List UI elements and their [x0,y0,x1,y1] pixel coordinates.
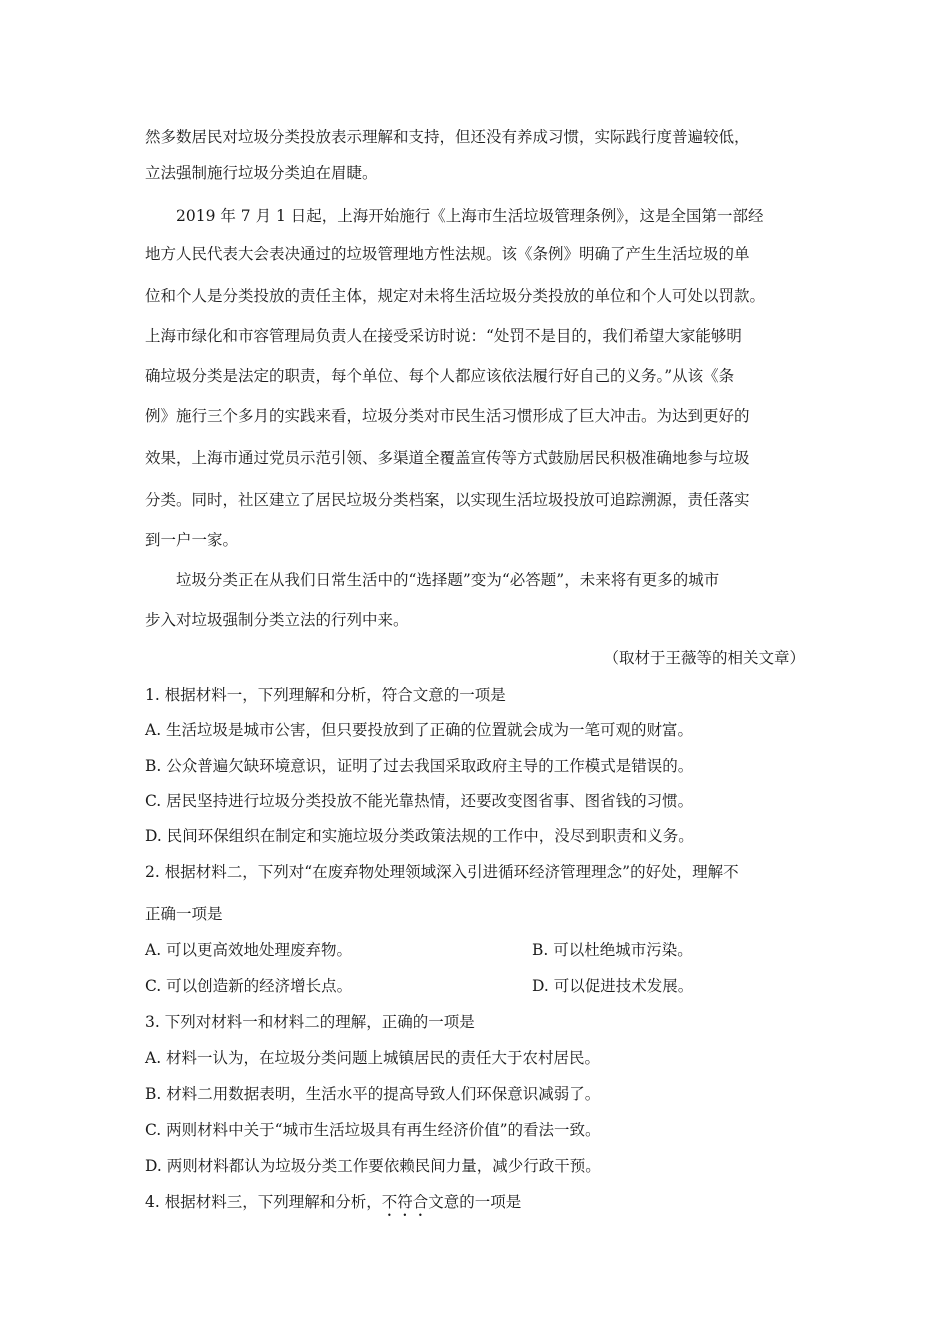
question-3-option-c: C. 两则材料中关于“城市生活垃圾具有再生经济价值”的看法一致。 [145,1121,601,1139]
question-1-option-c: C. 居民坚持进行垃圾分类投放不能光靠热情，还要改变图省事、图省钱的习惯。 [145,792,694,810]
paragraph-line: 确垃圾分类是法定的职责，每个单位、每个人都应该依法履行好自己的义务。”从该《条 [145,367,735,385]
paragraph-line: 分类。同时，社区建立了居民垃圾分类档案，以实现生活垃圾投放可追踪溯源，责任落实 [145,491,750,509]
question-3-option-b: B. 材料二用数据表明，生活水平的提高导致人们环保意识减弱了。 [145,1085,601,1103]
question-2-option-d: D. 可以促进技术发展。 [532,977,694,995]
question-1-stem: 1. 根据材料一，下列理解和分析，符合文意的一项是 [145,686,506,704]
paragraph-line: 立法强制施行垃圾分类迫在眉睫。 [145,164,378,182]
question-1-option-a: A. 生活垃圾是城市公害，但只要投放到了正确的位置就会成为一笔可观的财富。 [145,721,694,739]
question-2-stem: 2. 根据材料二，下列对“在废弃物处理领域深入引进循环经济管理理念”的好处，理解不 [145,863,739,881]
paragraph-line: 例》施行三个多月的实践来看，垃圾分类对市民生活习惯形成了巨大冲击。为达到更好的 [145,407,750,425]
paragraph-line: 上海市绿化和市容管理局负责人在接受采访时说：“处罚不是目的，我们希望大家能够明 [145,327,742,345]
question-3-option-d: D. 两则材料都认为垃圾分类工作要依赖民间力量，减少行政干预。 [145,1157,601,1175]
paragraph-line: 效果，上海市通过党员示范引领、多渠道全覆盖宣传等方式鼓励居民积极准确地参与垃圾 [145,449,750,467]
paragraph-line: 垃圾分类正在从我们日常生活中的“选择题”变为“必答题”，未来将有更多的城市 [176,571,720,589]
question-4-stem-suffix: 文意的一项是 [428,1193,522,1211]
question-2-option-a: A. 可以更高效地处理废弃物。 [145,941,353,959]
paragraph-line: 到一户一家。 [145,531,239,549]
question-3-stem: 3. 下列对材料一和材料二的理解，正确的一项是 [145,1013,475,1031]
paragraph-line: 然多数居民对垃圾分类投放表示理解和支持，但还没有养成习惯，实际践行度普遍较低， [145,128,750,146]
question-4-emphasis: 不符合 [381,1193,429,1211]
question-4-stem-prefix: 4. 根据材料三，下列理解和分析， [145,1193,382,1211]
question-3-option-a: A. 材料一认为，在垃圾分类问题上城镇居民的责任大于农村居民。 [145,1049,601,1067]
question-2-stem-cont: 正确一项是 [145,905,223,923]
source-attribution: （取材于王薇等的相关文章） [603,649,805,667]
question-1-option-d: D. 民间环保组织在制定和实施垃圾分类政策法规的工作中，没尽到职责和义务。 [145,827,694,845]
paragraph-line: 位和个人是分类投放的责任主体，规定对未将生活垃圾分类投放的单位和个人可处以罚款。 [145,287,766,305]
paragraph-line: 地方人民代表大会表决通过的垃圾管理地方性法规。该《条例》明确了产生生活垃圾的单 [145,245,750,263]
question-2-option-b: B. 可以杜绝城市污染。 [532,941,693,959]
paragraph-line: 步入对垃圾强制分类立法的行列中来。 [145,611,409,629]
question-2-option-c: C. 可以创造新的经济增长点。 [145,977,353,995]
paragraph-line: 2019 年 7 月 1 日起，上海开始施行《上海市生活垃圾管理条例》，这是全国第一部经 [176,207,764,225]
question-4-stem [145,1192,521,1220]
question-1-option-b: B. 公众普遍欠缺环境意识，证明了过去我国采取政府主导的工作模式是错误的。 [145,757,694,775]
